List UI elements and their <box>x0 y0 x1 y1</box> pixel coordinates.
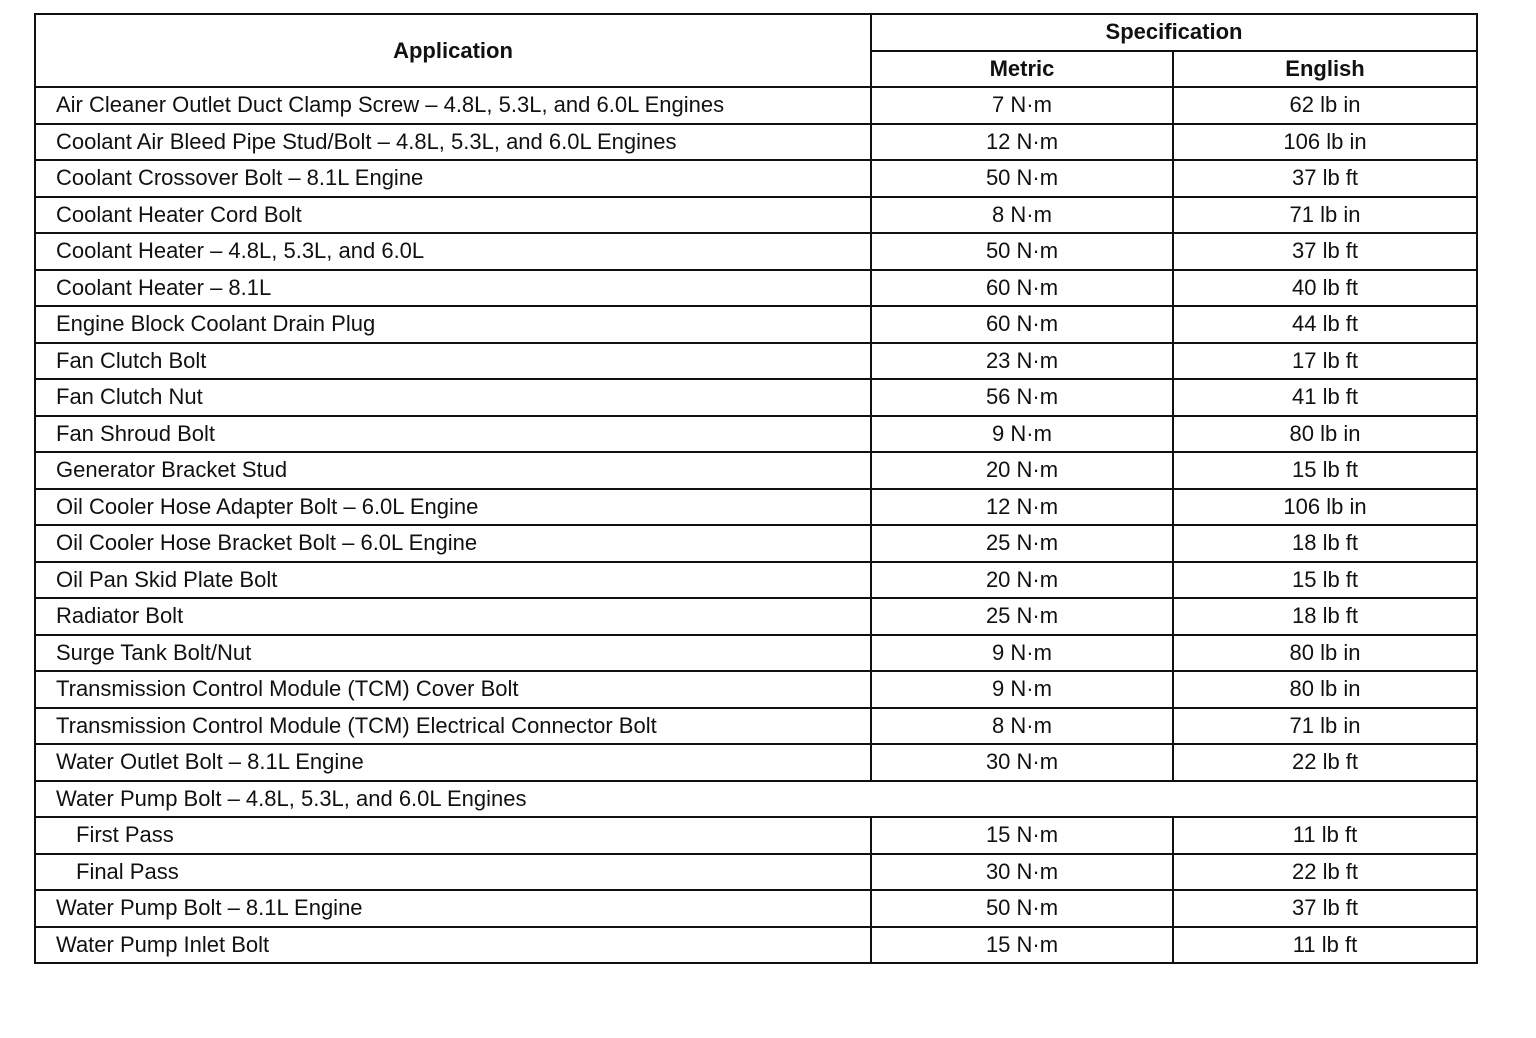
application-cell: Radiator Bolt <box>35 598 871 635</box>
english-cell: 37 lb ft <box>1173 890 1477 927</box>
application-cell: Water Pump Inlet Bolt <box>35 927 871 964</box>
application-cell: Fan Shroud Bolt <box>35 416 871 453</box>
metric-cell: 12 N·m <box>871 124 1173 161</box>
english-cell: 15 lb ft <box>1173 562 1477 599</box>
table-row <box>35 562 1477 599</box>
metric-cell: 20 N·m <box>871 452 1173 489</box>
application-cell: Air Cleaner Outlet Duct Clamp Screw – 4.8L, 5.3L, and 6.0L Engines <box>35 87 871 124</box>
water-pump-final-pass-row <box>35 854 1477 891</box>
table-row <box>35 233 1477 270</box>
metric-cell: 60 N·m <box>871 270 1173 307</box>
metric-cell: 9 N·m <box>871 635 1173 672</box>
table-row <box>35 525 1477 562</box>
table-row <box>35 744 1477 781</box>
water-pump-group-row <box>35 781 1477 818</box>
application-cell: Oil Cooler Hose Bracket Bolt – 6.0L Engine <box>35 525 871 562</box>
english-cell: 62 lb in <box>1173 87 1477 124</box>
table-row <box>35 197 1477 234</box>
table-row <box>35 270 1477 307</box>
english-header: English <box>1173 51 1477 88</box>
metric-cell: 12 N·m <box>871 489 1173 526</box>
english-cell: 37 lb ft <box>1173 233 1477 270</box>
table-row <box>35 416 1477 453</box>
application-cell: Surge Tank Bolt/Nut <box>35 635 871 672</box>
metric-cell: 15 N·m <box>871 817 1173 854</box>
metric-cell: 15 N·m <box>871 927 1173 964</box>
application-cell: Coolant Heater – 8.1L <box>35 270 871 307</box>
water-pump-group-title: Water Pump Bolt – 4.8L, 5.3L, and 6.0L Engines <box>35 781 1477 818</box>
application-cell: Generator Bracket Stud <box>35 452 871 489</box>
metric-cell: 25 N·m <box>871 525 1173 562</box>
table-row <box>35 343 1477 380</box>
english-cell: 11 lb ft <box>1173 927 1477 964</box>
english-cell: 22 lb ft <box>1173 744 1477 781</box>
application-cell: Fan Clutch Bolt <box>35 343 871 380</box>
table-row <box>35 87 1477 124</box>
first-pass-label: First Pass <box>35 817 871 854</box>
application-cell: Coolant Air Bleed Pipe Stud/Bolt – 4.8L, 5.3L, and 6.0L Engines <box>35 124 871 161</box>
metric-header: Metric <box>871 51 1173 88</box>
metric-cell: 8 N·m <box>871 708 1173 745</box>
header-row-top <box>35 14 1477 51</box>
english-cell: 71 lb in <box>1173 197 1477 234</box>
english-cell: 15 lb ft <box>1173 452 1477 489</box>
metric-cell: 30 N·m <box>871 744 1173 781</box>
water-pump-first-pass-row <box>35 817 1477 854</box>
application-cell: Water Pump Bolt – 8.1L Engine <box>35 890 871 927</box>
table-row <box>35 379 1477 416</box>
table-row <box>35 671 1477 708</box>
metric-cell: 23 N·m <box>871 343 1173 380</box>
english-cell: 41 lb ft <box>1173 379 1477 416</box>
table-row <box>35 890 1477 927</box>
english-cell: 80 lb in <box>1173 635 1477 672</box>
table-row <box>35 598 1477 635</box>
english-cell: 80 lb in <box>1173 416 1477 453</box>
table-row <box>35 160 1477 197</box>
english-cell: 17 lb ft <box>1173 343 1477 380</box>
metric-cell: 50 N·m <box>871 160 1173 197</box>
application-cell: Coolant Heater Cord Bolt <box>35 197 871 234</box>
english-cell: 37 lb ft <box>1173 160 1477 197</box>
metric-cell: 56 N·m <box>871 379 1173 416</box>
metric-cell: 7 N·m <box>871 87 1173 124</box>
metric-cell: 20 N·m <box>871 562 1173 599</box>
table-row <box>35 489 1477 526</box>
metric-cell: 50 N·m <box>871 233 1173 270</box>
application-cell: Transmission Control Module (TCM) Cover Bolt <box>35 671 871 708</box>
table-row <box>35 635 1477 672</box>
english-cell: 106 lb in <box>1173 489 1477 526</box>
torque-spec-table <box>34 13 1478 964</box>
application-cell: Coolant Crossover Bolt – 8.1L Engine <box>35 160 871 197</box>
application-cell: Fan Clutch Nut <box>35 379 871 416</box>
specification-header: Specification <box>871 14 1477 51</box>
metric-cell: 50 N·m <box>871 890 1173 927</box>
table-row <box>35 452 1477 489</box>
english-cell: 44 lb ft <box>1173 306 1477 343</box>
application-cell: Oil Cooler Hose Adapter Bolt – 6.0L Engine <box>35 489 871 526</box>
application-cell: Transmission Control Module (TCM) Electrical Connector Bolt <box>35 708 871 745</box>
application-cell: Oil Pan Skid Plate Bolt <box>35 562 871 599</box>
english-cell: 71 lb in <box>1173 708 1477 745</box>
table-row <box>35 708 1477 745</box>
table-row <box>35 124 1477 161</box>
english-cell: 22 lb ft <box>1173 854 1477 891</box>
table-row <box>35 306 1477 343</box>
application-header: Application <box>35 14 871 87</box>
table-row <box>35 927 1477 964</box>
metric-cell: 25 N·m <box>871 598 1173 635</box>
final-pass-label: Final Pass <box>35 854 871 891</box>
metric-cell: 9 N·m <box>871 671 1173 708</box>
metric-cell: 30 N·m <box>871 854 1173 891</box>
english-cell: 106 lb in <box>1173 124 1477 161</box>
application-cell: Water Outlet Bolt – 8.1L Engine <box>35 744 871 781</box>
english-cell: 80 lb in <box>1173 671 1477 708</box>
application-cell: Engine Block Coolant Drain Plug <box>35 306 871 343</box>
metric-cell: 60 N·m <box>871 306 1173 343</box>
english-cell: 18 lb ft <box>1173 598 1477 635</box>
english-cell: 11 lb ft <box>1173 817 1477 854</box>
metric-cell: 8 N·m <box>871 197 1173 234</box>
application-cell: Coolant Heater – 4.8L, 5.3L, and 6.0L <box>35 233 871 270</box>
metric-cell: 9 N·m <box>871 416 1173 453</box>
english-cell: 18 lb ft <box>1173 525 1477 562</box>
english-cell: 40 lb ft <box>1173 270 1477 307</box>
